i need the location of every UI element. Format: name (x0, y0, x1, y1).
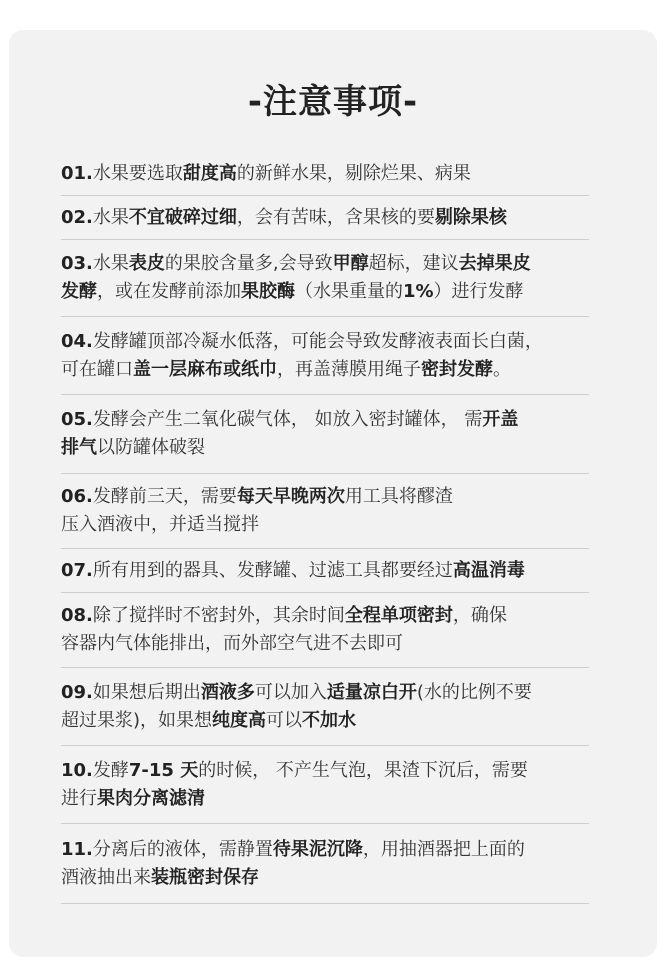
note-text: (水的比例不要 (416, 681, 532, 703)
note-item (61, 240, 589, 317)
note-line (61, 356, 589, 384)
note-item (61, 824, 589, 904)
note-text: 水果 (92, 253, 129, 274)
note-highlight: 不加水 (302, 709, 357, 731)
note-item (61, 474, 589, 549)
note-text: 的时候， 不产生气泡，果渣下沉后，需要 (198, 759, 528, 781)
note-line (61, 511, 589, 539)
note-highlight: 待果泥沉降 (272, 838, 363, 860)
note-text: 的新鲜水果，剔除烂果、病果 (236, 162, 471, 184)
note-line (61, 204, 589, 232)
note-highlight: 7-15 天 (128, 759, 199, 781)
note-line (61, 785, 589, 813)
note-highlight: 酒液多 (200, 681, 255, 703)
note-highlight: 剔除果核 (434, 206, 507, 228)
note-text: 超标，建议 (368, 253, 459, 274)
note-text: 可在罐口 (61, 358, 133, 380)
note-text: 发酵 (92, 759, 129, 781)
note-highlight: 05. (61, 409, 93, 430)
note-highlight: 02. (61, 206, 93, 228)
note-line (61, 328, 589, 356)
note-line (61, 836, 589, 864)
note-text: 除了搅拌时不密封外，其余时间 (92, 605, 345, 626)
note-text: 发酵罐顶部冷凝水低落，可能会导致发酵液表面长白菌， (92, 330, 543, 352)
note-highlight: 1% (403, 281, 434, 302)
note-item (61, 152, 589, 196)
note-item (61, 593, 589, 668)
notes-card (9, 30, 657, 957)
note-item (61, 395, 589, 474)
note-highlight: 适量凉白开 (326, 681, 417, 703)
page-title: -注意事项- (247, 82, 419, 122)
note-text: ，确保 (452, 605, 507, 626)
note-text: （水果重量的 (295, 281, 403, 302)
note-highlight: 01. (61, 162, 93, 184)
note-highlight: 盖一层麻布或纸巾 (133, 358, 277, 380)
note-highlight: 高温消毒 (452, 559, 525, 581)
note-text: 水果要选取 (92, 162, 183, 184)
note-text: 发酵会产生二氧化碳气体， 如放入密封罐体， 需 (92, 409, 483, 430)
note-text: 所有用到的器具、发酵罐、过滤工具都要经过 (92, 559, 453, 581)
note-line (61, 630, 589, 658)
note-item (61, 317, 589, 395)
note-highlight: 排气 (61, 437, 97, 458)
note-text: 用工具将醪渣 (344, 486, 453, 507)
note-highlight: 去掉果皮 (458, 253, 531, 274)
note-line (61, 434, 589, 462)
note-highlight: 果肉分离滤清 (97, 787, 205, 809)
note-line (61, 250, 589, 278)
note-line (61, 602, 589, 630)
note-highlight: 03. (61, 253, 93, 274)
note-item (61, 196, 589, 240)
note-text: ，用抽酒器把上面的 (362, 838, 525, 860)
note-line (61, 679, 589, 707)
note-highlight: 每天早晚两次 (236, 486, 345, 507)
note-highlight: 全程单项密封 (344, 605, 453, 626)
note-line (61, 483, 589, 511)
note-text: 可以加入 (254, 681, 327, 703)
note-text: 进行 (61, 787, 97, 809)
note-highlight: 06. (61, 486, 93, 507)
note-highlight: 密封发酵 (421, 358, 493, 380)
note-text: ，或在发酵前添加 (97, 281, 241, 302)
note-text: 超过果浆)，如果想 (61, 709, 213, 731)
note-text: 水果 (92, 206, 129, 228)
note-text: 容器内气体能排出，而外部空气进不去即可 (61, 633, 403, 654)
note-highlight: 不宜破碎过细 (128, 206, 237, 228)
note-line (61, 707, 589, 735)
note-item (61, 668, 589, 746)
note-line (61, 757, 589, 785)
note-text: 可以 (266, 709, 303, 731)
note-highlight: 发酵 (61, 281, 97, 302)
note-highlight: 08. (61, 605, 93, 626)
notes-list (61, 152, 589, 904)
note-highlight: 果胶酶 (241, 281, 295, 302)
note-text: 以防罐体破裂 (97, 437, 205, 458)
note-highlight: 甲醇 (332, 253, 369, 274)
note-text: 分离后的液体，需静置 (92, 838, 273, 860)
note-text: 的果胶含量多,会导致 (164, 253, 333, 274)
note-highlight: 07. (61, 559, 93, 581)
note-highlight: 11. (61, 838, 93, 860)
note-text: ，再盖薄膜用绳子 (277, 358, 421, 380)
note-highlight: 甜度高 (182, 162, 237, 184)
note-highlight: 装瓶密封保存 (151, 866, 259, 888)
note-highlight: 04. (61, 330, 93, 352)
note-text: ，会有苦味，含果核的要 (236, 206, 435, 228)
note-text: 发酵前三天，需要 (92, 486, 237, 507)
note-highlight: 开盖 (482, 409, 519, 430)
note-text: 。 (493, 358, 511, 380)
note-line (61, 557, 589, 585)
note-text: 压入酒液中，并适当搅拌 (61, 514, 259, 535)
note-highlight: 纯度高 (212, 709, 267, 731)
note-highlight: 表皮 (128, 253, 165, 274)
note-item (61, 746, 589, 824)
note-item (61, 549, 589, 593)
note-line (61, 406, 589, 434)
note-line (61, 278, 589, 306)
note-text: 酒液抽出来 (61, 866, 151, 888)
note-text: ）进行发酵 (433, 281, 524, 302)
note-line (61, 160, 589, 188)
note-text: 如果想后期出 (92, 681, 201, 703)
note-highlight: 09. (61, 681, 93, 703)
note-line (61, 864, 589, 892)
note-highlight: 10. (61, 759, 93, 781)
